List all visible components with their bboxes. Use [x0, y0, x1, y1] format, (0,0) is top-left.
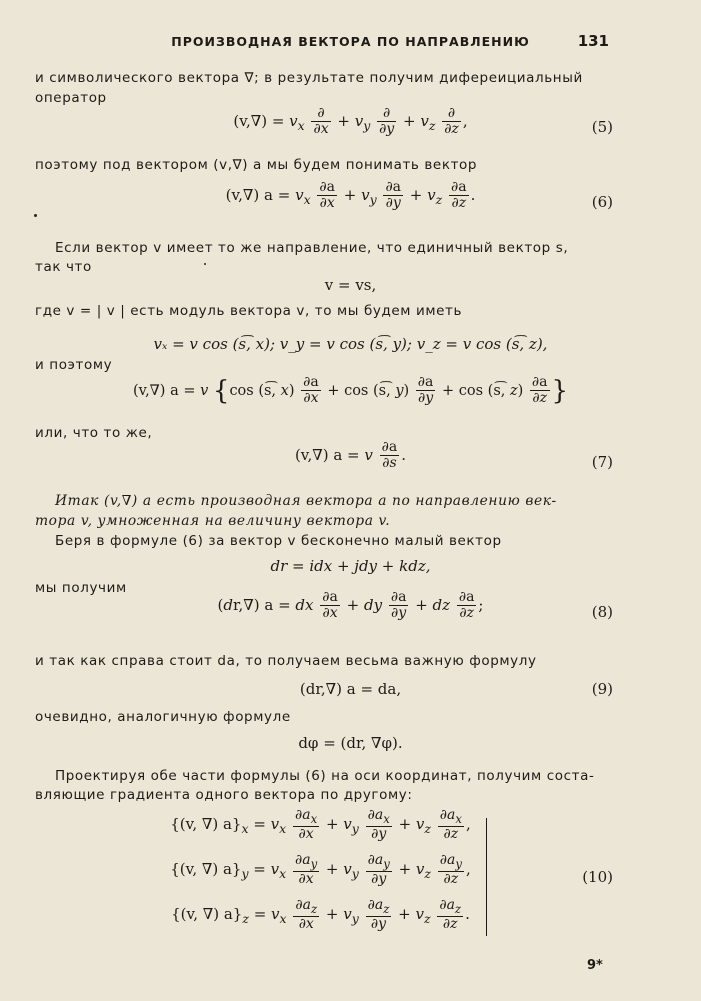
equation-components: vₓ = v cos (s͡, x); v_y = v cos (s͡, y); v_z = v cos (s͡, z),: [153, 335, 548, 353]
equation-9: (dr,∇) a = da,: [299, 680, 402, 698]
equation-expanded: (v,∇) a = v {cos (s͡, x) $\frac{\partial a}{\partial x}$ + cos (s͡, y) $\frac{\partial a}{\partial y}$ + cos (s͡, z) $\frac{\partial a}{\partial z}$ }: [132, 374, 569, 407]
print-speck: [34, 214, 37, 217]
text-line: и символического вектора ∇; в результате получим дифереициальный: [35, 70, 583, 86]
equation-5: $(v,\nabla) = v_x$ $\frac{\partial}{\partial x}$ + $v_y$ $\frac{\partial}{\partial y}$ + $v_z$ $\frac{\partial}{\partial z}$ ,: [233, 105, 468, 138]
equation-10-z: {(v, ∇) $a\}_z = v_x$ $\frac{\partial a_z}{\partial x}$ + $v_y$ $\frac{\partial a_z}{\partial y}$ + $v_z$ $\frac{\partial a_z}{\partial z}$ .: [171, 897, 470, 932]
text-line: очевидно, аналогичную формуле: [35, 709, 291, 725]
equation-6: (v,∇) $a = v_x$ $\frac{\partial a}{\partial x}$ + $v_y$ $\frac{\partial a}{\partial y}$ + $v_z$ $\frac{\partial a}{\partial z}$ .: [225, 179, 476, 212]
equation-8: (dr,∇) a = dx $\frac{\partial a}{\partial x}$ + dy $\frac{\partial a}{\partial y}$ + dz $\frac{\partial a}{\partial z}$ ;: [217, 589, 484, 622]
running-header: [0, 34, 701, 54]
page-number: 131: [577, 32, 609, 50]
equation-number: (9): [591, 680, 613, 698]
text-line: тора v, умноженная на величину вектора v.: [35, 513, 391, 529]
text-line: Итак (v,∇) a есть производная вектора a по направлению век-: [55, 493, 557, 509]
equation-dphi: dφ = (dr, ∇φ).: [298, 734, 403, 752]
equation-number: (7): [591, 453, 613, 471]
equation-7: (v,∇) a = v $\frac{\partial a}{\partial s}$ .: [294, 439, 407, 472]
text-line: Беря в формуле (6) за вектор v бесконечно малый вектор: [55, 533, 502, 549]
text-line: оператор: [35, 90, 107, 106]
equation-number: (5): [591, 118, 613, 136]
text-line: и поэтому: [35, 357, 113, 373]
running-title: ПРОИЗВОДНАЯ ВЕКТОРА ПО НАПРАВЛЕНИЮ: [171, 34, 530, 49]
text-line: поэтому под вектором (v,∇) a мы будем понимать вектор: [35, 157, 478, 173]
print-speck: [204, 263, 206, 265]
text-line: и так как справа стоит da, то получаем весьма важную формулу: [35, 653, 537, 669]
text-line: вляющие градиента одного вектора по другому:: [35, 787, 413, 803]
text-line: где v = | v | есть модуль вектора v, то мы будем иметь: [35, 303, 463, 319]
equation-v: v = vs,: [324, 276, 377, 294]
equation-10-x: {(v, ∇) $a\}_x = v_x$ $\frac{\partial a_x}{\partial x}$ + $v_y$ $\frac{\partial a_x}{\partial y}$ + $v_z$ $\frac{\partial a_x}{\partial z}$ ,: [170, 807, 471, 842]
equation-10-y: {(v, ∇) $a\}_y = v_x$ $\frac{\partial a_y}{\partial x}$ + $v_y$ $\frac{\partial a_y}{\partial y}$ + $v_z$ $\frac{\partial a_y}{\partial z}$ ,: [170, 852, 471, 887]
text-line: так что: [35, 259, 92, 275]
text-line: или, что то же,: [35, 425, 153, 441]
equation-number: (8): [591, 603, 613, 621]
text-line: Проектируя обе части формулы (6) на оси координат, получим соста-: [55, 768, 595, 784]
text-line: мы получим: [35, 580, 127, 596]
signature-mark: 9*: [587, 958, 603, 973]
equation-number: (10): [582, 868, 613, 886]
equation-dr: dr = idx + jdy + kdz,: [270, 557, 431, 575]
system-bracket: [486, 818, 495, 936]
equation-number: (6): [591, 193, 613, 211]
text-line: Если вектор v имеет то же направление, что единичный вектор s,: [55, 240, 569, 256]
